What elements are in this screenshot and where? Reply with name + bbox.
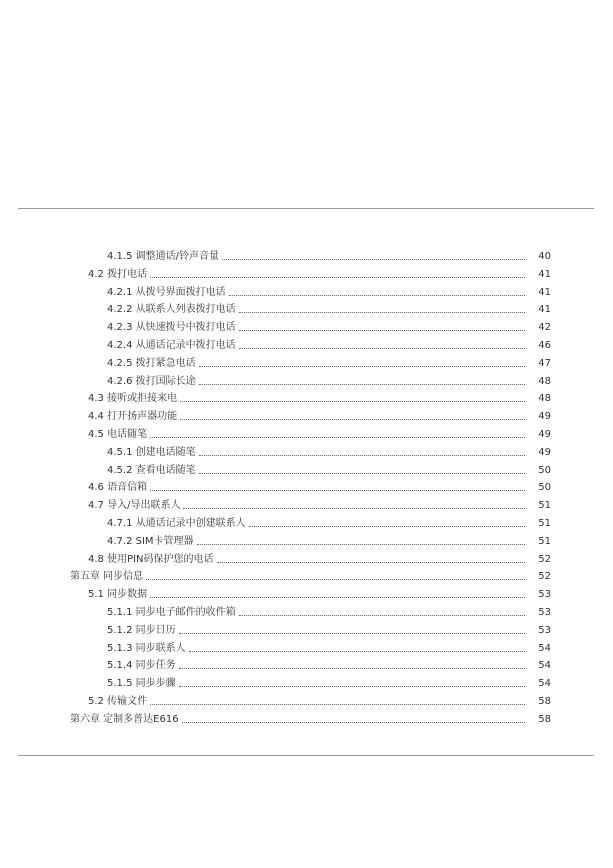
toc-entry-page-number: 47: [538, 357, 551, 369]
toc-entry-title: 4.6 语音信箱: [88, 482, 148, 494]
toc-entry-page-number: 51: [538, 518, 551, 529]
dot-leader: [199, 384, 525, 385]
dot-leader: [179, 686, 525, 687]
toc-entry[interactable]: [0, 264, 613, 281]
toc-entry[interactable]: [0, 442, 613, 459]
toc-entry-title: 4.2.1 从拨号界面拨打电话: [107, 286, 226, 298]
dot-leader: [150, 277, 525, 278]
dot-leader: [239, 312, 525, 313]
toc-entry[interactable]: [0, 246, 613, 263]
toc-entry-page-number: 49: [538, 429, 551, 440]
toc-entry[interactable]: [0, 566, 613, 583]
toc-entry[interactable]: [0, 317, 613, 334]
toc-entry-page-number: 54: [538, 678, 551, 690]
dot-leader: [199, 455, 525, 456]
toc-entry[interactable]: [0, 282, 613, 299]
toc-entry[interactable]: [0, 602, 613, 619]
toc-entry[interactable]: [0, 709, 613, 726]
toc-entry[interactable]: [0, 353, 613, 370]
toc-entry-page-number: 52: [538, 553, 551, 565]
dot-leader: [179, 668, 525, 669]
toc-entry-title: 5.1.5 同步步骤: [107, 678, 176, 690]
toc-entry-title: 4.2.5 拨打紧急电话: [107, 357, 196, 369]
toc-entry-title: 4.5.1 创建电话随笔: [107, 446, 196, 458]
dot-leader: [197, 544, 525, 545]
toc-entry[interactable]: [0, 584, 613, 601]
toc-entry[interactable]: [0, 655, 613, 672]
toc-entry-page-number: 53: [538, 607, 551, 618]
toc-entry-title: 第五章 同步信息: [70, 571, 144, 583]
dot-leader: [180, 419, 525, 420]
toc-entry-title: 5.1 同步数据: [88, 589, 148, 601]
toc-entry-title: 4.7.2 SIM卡管理器: [107, 535, 194, 547]
dot-leader: [180, 401, 525, 402]
dot-leader: [183, 508, 525, 509]
toc-entry-title: 5.1.1 同步电子邮件的收件箱: [107, 607, 236, 618]
toc-entry-title: 5.1.4 同步任务: [107, 660, 176, 672]
toc-entry-title: 4.7 导入/导出联系人: [88, 500, 181, 512]
toc-entry-page-number: 49: [538, 411, 551, 423]
dot-leader: [249, 526, 525, 527]
toc-entry-title: 5.1.3 同步联系人: [107, 642, 186, 654]
toc-entry[interactable]: [0, 513, 613, 530]
toc-entry-title: 5.1.2 同步日历: [107, 624, 176, 636]
toc-entry-title: 4.2.4 从通话记录中拨打电话: [107, 340, 236, 351]
toc-entry-page-number: 40: [538, 251, 551, 262]
toc-entry-page-number: 46: [538, 340, 551, 351]
toc-entry-title: 4.2.6 拨打国际长途: [107, 375, 196, 387]
toc-entry-page-number: 41: [538, 268, 551, 280]
dot-leader: [179, 633, 525, 634]
dot-leader: [222, 259, 525, 260]
toc-entry[interactable]: [0, 531, 613, 548]
toc-entry[interactable]: [0, 335, 613, 352]
toc-entry[interactable]: [0, 638, 613, 655]
toc-entry-page-number: 48: [538, 393, 551, 405]
dot-leader: [182, 722, 525, 723]
top-divider: [18, 208, 594, 209]
toc-entry-page-number: 41: [538, 304, 551, 316]
toc-entry-page-number: 51: [538, 500, 551, 512]
dot-leader: [217, 562, 525, 563]
dot-leader: [150, 704, 525, 705]
dot-leader: [199, 366, 525, 367]
toc-entry[interactable]: [0, 460, 613, 477]
toc-entry[interactable]: [0, 424, 613, 441]
dot-leader: [189, 651, 525, 652]
toc-entry[interactable]: [0, 388, 613, 405]
toc-entry-page-number: 54: [538, 660, 551, 672]
toc-entry-title: 4.5 电话随笔: [88, 429, 148, 440]
toc-entry[interactable]: [0, 620, 613, 637]
toc-entry-title: 4.8 使用PIN码保护您的电话: [88, 553, 214, 565]
toc-entry[interactable]: [0, 495, 613, 512]
toc-entry-page-number: 48: [538, 375, 551, 387]
toc-entry-title: 4.2.2 从联系人列表拨打电话: [107, 304, 236, 316]
toc-entry-page-number: 50: [538, 464, 551, 476]
toc-entry-page-number: 54: [538, 642, 551, 654]
toc-entry-title: 4.5.2 查看电话随笔: [107, 464, 196, 476]
toc-entry-title: 4.2.3 从快速拨号中拨打电话: [107, 322, 236, 334]
toc-entry[interactable]: [0, 691, 613, 708]
toc-entry-page-number: 53: [538, 624, 551, 636]
toc-entry-page-number: 51: [538, 535, 551, 547]
toc-entry-title: 4.4 打开扬声器功能: [88, 411, 178, 423]
toc-entry[interactable]: [0, 673, 613, 690]
toc-entry-page-number: 50: [538, 482, 551, 494]
dot-leader: [239, 330, 525, 331]
toc-entry-title: 4.1.5 调整通话/铃声音量: [107, 251, 219, 262]
dot-leader: [199, 473, 525, 474]
toc-entry[interactable]: [0, 477, 613, 494]
toc-entry[interactable]: [0, 299, 613, 316]
toc-entry-title: 第六章 定制多普达E616: [70, 713, 179, 725]
dot-leader: [146, 579, 525, 580]
toc-entry-title: 4.3 接听或拒接来电: [88, 393, 178, 405]
toc-entry-title: 5.2 传输文件: [88, 696, 148, 707]
toc-entry-page-number: 53: [538, 589, 551, 601]
dot-leader: [150, 437, 525, 438]
toc-entry[interactable]: [0, 371, 613, 388]
dot-leader: [229, 295, 525, 296]
toc-entry-title: 4.7.1 从通话记录中创建联系人: [107, 518, 246, 529]
dot-leader: [150, 597, 525, 598]
toc-entry[interactable]: [0, 549, 613, 566]
toc-entry-page-number: 42: [538, 322, 551, 334]
toc-entry-page-number: 41: [538, 286, 551, 298]
dot-leader: [239, 615, 525, 616]
toc-entry-page-number: 58: [538, 696, 551, 707]
toc-entry-page-number: 58: [538, 713, 551, 725]
toc-entry-page-number: 49: [538, 446, 551, 458]
toc-entry-page-number: 52: [538, 571, 551, 583]
dot-leader: [150, 490, 525, 491]
toc-entry-title: 4.2 拨打电话: [88, 268, 148, 280]
toc-entry[interactable]: [0, 406, 613, 423]
bottom-divider: [18, 755, 594, 756]
dot-leader: [239, 348, 525, 349]
